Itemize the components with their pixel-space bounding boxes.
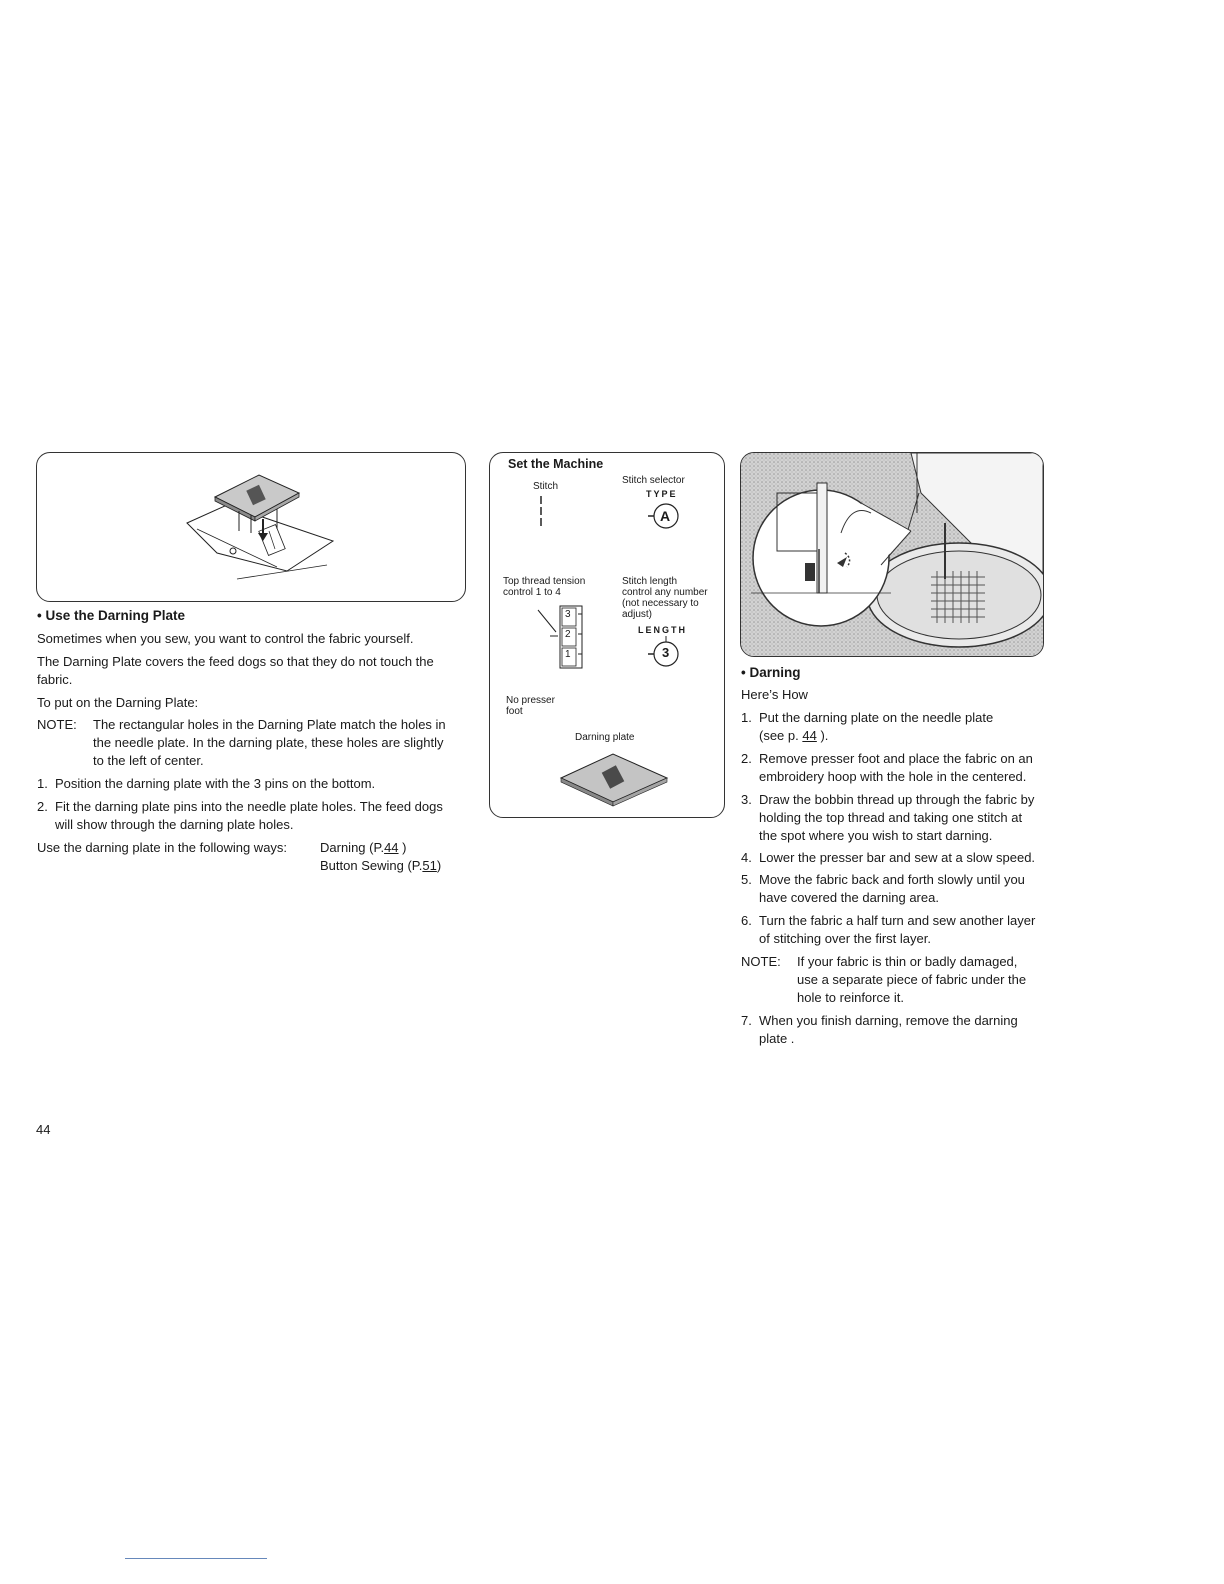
use-button-sewing-text: Button Sewing (P.	[320, 858, 423, 873]
right-note-line-1: If your fabric is thin or badly damaged,	[797, 954, 1018, 969]
tension-mark-3: 3	[565, 609, 571, 620]
page-number: 44	[36, 1122, 51, 1137]
right-step-7-number: 7.	[741, 1013, 752, 1028]
left-para-1: Sometimes when you sew, you want to control the fabric yourself.	[37, 631, 414, 646]
tension-mark-2: 2	[565, 629, 571, 640]
left-use-button-sewing	[320, 857, 441, 875]
right-step-1-end: ).	[816, 728, 829, 743]
use-darning-page-link[interactable]: 44	[384, 840, 399, 855]
presser-foot-line-2: foot	[506, 706, 523, 717]
tension-label-line-2: control 1 to 4	[503, 587, 561, 598]
tension-control-icon	[536, 600, 586, 670]
tension-mark-1: 1	[565, 649, 571, 660]
left-para-2-line-1: The Darning Plate covers the feed dogs so that they do not touch the	[37, 654, 434, 669]
set-machine-title: Set the Machine	[508, 457, 604, 471]
right-step-1-page-link[interactable]: 44	[802, 728, 817, 743]
left-para-2-line-2: fabric.	[37, 672, 73, 687]
straight-stitch-icon	[537, 496, 547, 526]
length-label: LENGTH	[638, 625, 687, 635]
right-step-4-number: 4.	[741, 850, 752, 865]
stitch-label: Stitch	[533, 481, 559, 492]
darning-plate-icon	[555, 752, 675, 812]
right-step-1-line-2	[759, 727, 828, 745]
left-note-line-2: the needle plate. In the darning plate, these holes are slightly	[93, 735, 444, 750]
right-step-6-number: 6.	[741, 913, 752, 928]
right-note-label: NOTE:	[741, 954, 781, 969]
darning-plate-illustration	[37, 453, 465, 601]
use-darning-text: Darning (P.	[320, 840, 385, 855]
left-uses-label: Use the darning plate in the following ways:	[37, 840, 288, 855]
use-darning-end: )	[398, 840, 407, 855]
length-label-line-4: adjust)	[622, 609, 653, 620]
left-step-2-line-1: Fit the darning plate pins into the needle plate holes. The feed dogs	[55, 799, 443, 814]
use-button-sewing-end: )	[436, 858, 442, 873]
use-button-sewing-page-link[interactable]: 51	[422, 858, 437, 873]
stitch-selector-label: Stitch selector	[622, 475, 685, 486]
right-step-7-line-1: When you finish darning, remove the darning	[759, 1013, 1018, 1028]
left-step-2-number: 2.	[37, 799, 48, 814]
right-step-2-number: 2.	[741, 751, 752, 766]
right-subheading: Here’s How	[741, 687, 808, 702]
left-use-darning	[320, 839, 407, 857]
length-label-line-1: Stitch length	[622, 576, 678, 587]
right-step-6-line-1: Turn the fabric a half turn and sew another layer	[759, 913, 1036, 928]
right-step-3-number: 3.	[741, 792, 752, 807]
type-label: TYPE	[646, 489, 678, 499]
left-para-3: To put on the Darning Plate:	[37, 695, 199, 710]
left-step-2-line-2: will show through the darning plate holes.	[55, 817, 294, 832]
left-note-line-1: The rectangular holes in the Darning Plate match the holes in	[93, 717, 446, 732]
tension-label-line-1: Top thread tension	[503, 576, 586, 587]
right-note-line-2: use a separate piece of fabric under the	[797, 972, 1027, 987]
darning-plate-label: Darning plate	[575, 732, 635, 743]
right-step-7-line-2: plate .	[759, 1031, 795, 1046]
right-step-1-see: (see p.	[759, 728, 803, 743]
left-step-1-text: Position the darning plate with the 3 pins on the bottom.	[55, 776, 376, 791]
embroidery-hoop-illustration	[741, 453, 1043, 656]
left-heading: • Use the Darning Plate	[37, 608, 186, 623]
type-dial-value: A	[660, 508, 671, 524]
right-note-line-3: hole to reinforce it.	[797, 990, 904, 1005]
right-step-5-line-1: Move the fabric back and forth slowly until you	[759, 872, 1025, 887]
length-label-line-2: control any number	[622, 587, 708, 598]
right-step-3-line-1: Draw the bobbin thread up through the fabric by	[759, 792, 1035, 807]
length-dial-value: 3	[662, 645, 670, 660]
right-step-3-line-2: holding the top thread and taking one stitch at	[759, 810, 1023, 825]
right-heading: • Darning	[741, 665, 801, 680]
right-step-1-line-1: Put the darning plate on the needle plate	[759, 710, 994, 725]
darning-plate-illustration-panel	[36, 452, 466, 602]
left-note-label: NOTE:	[37, 717, 77, 732]
length-label-line-3: (not necessary to	[622, 598, 699, 609]
right-step-2-line-2: embroidery hoop with the hole in the centered.	[759, 769, 1027, 784]
right-step-3-line-3: the spot where you wish to start darning.	[759, 828, 993, 843]
right-step-4-text: Lower the presser bar and sew at a slow speed.	[759, 850, 1036, 865]
right-step-1-number: 1.	[741, 710, 752, 725]
left-note-line-3: to the left of center.	[93, 753, 204, 768]
darning-hoop-illustration-panel	[740, 452, 1044, 657]
presser-foot-line-1: No presser	[506, 695, 555, 706]
right-step-5-number: 5.	[741, 872, 752, 887]
footer-rule	[125, 1558, 267, 1559]
right-step-5-line-2: have covered the darning area.	[759, 890, 939, 905]
left-step-1-number: 1.	[37, 776, 48, 791]
right-step-6-line-2: of stitching over the first layer.	[759, 931, 931, 946]
right-step-2-line-1: Remove presser foot and place the fabric on an	[759, 751, 1033, 766]
